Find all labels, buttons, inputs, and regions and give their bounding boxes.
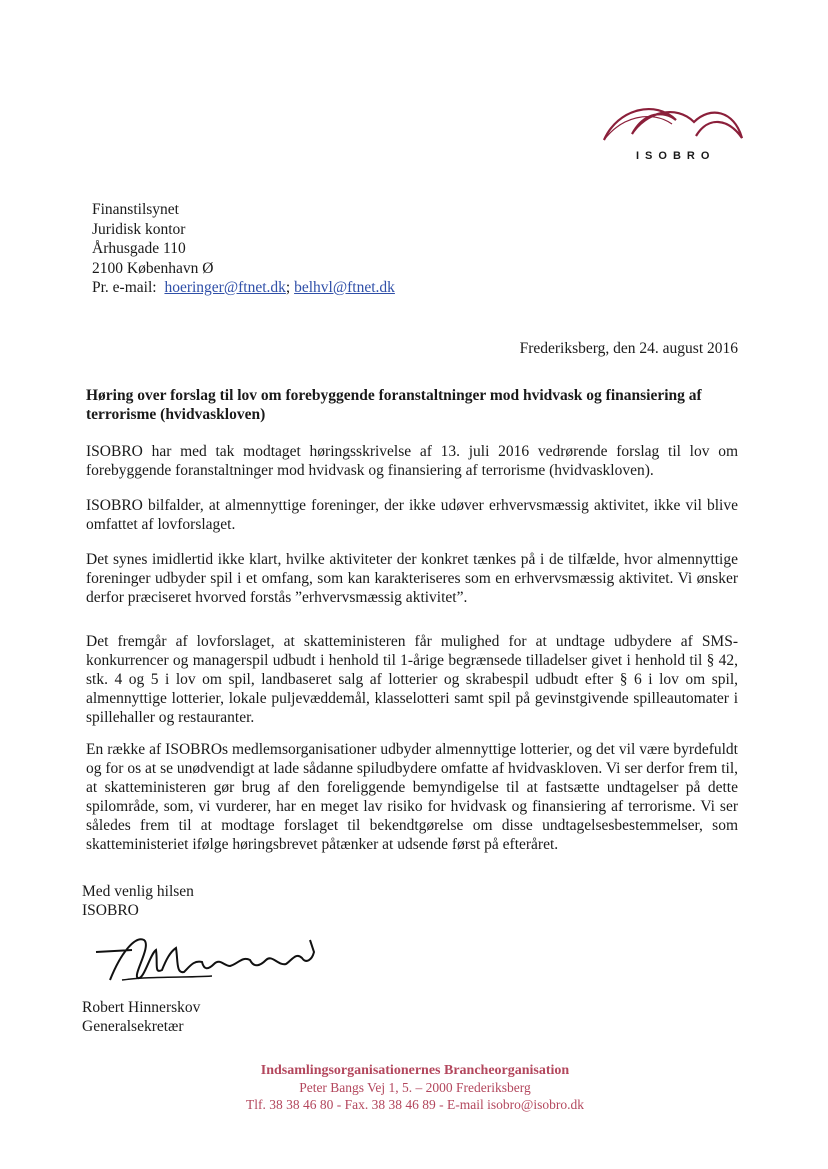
email-separator: ; bbox=[285, 279, 291, 296]
email-label: Pr. e-mail: bbox=[92, 279, 157, 296]
body-paragraph: Det fremgår af lovforslaget, at skatteministeren får mulighed for at undtage udbydere af SMS-konkurrencer og managerspil udbudt i henhold til 1-årige begrænsede tilladelser givet i henhold til § 42, stk. 4 og 5 i lov om spil, landbaseret salg af lotterier og skrabespil udbudt efter § 6 i lov om spil, almennyttige lotterier, lokale puljevæddemål, klasselotteri samt spil på gevinstgivende spilleautomater i spillehaller og restauranter. bbox=[86, 633, 738, 726]
footer-contact: Tlf. 38 38 46 80 - Fax. 38 38 46 89 - E-mail isobro@isobro.dk bbox=[246, 1097, 584, 1112]
email-link-belhvl[interactable]: belhvl@ftnet.dk bbox=[294, 279, 395, 296]
letter-subject: Høring over forslag til lov om forebyggende foranstaltninger mod hvidvask og finansiering af terrorisme (hvidvaskloven) bbox=[86, 387, 702, 423]
body-paragraph: ISOBRO bilfalder, at almennyttige foreninger, der ikke udøver erhvervsmæssig aktivitet, ikke vil blive omfattet af lovforslaget. bbox=[86, 497, 738, 533]
recipient-address bbox=[92, 200, 512, 298]
body-paragraph: ISOBRO har med tak modtaget høringsskrivelse af 13. juli 2016 vedrørende forslag til lov om forebyggende foranstaltninger mod hvidvask og finansiering af terrorisme (hvidvaskloven). bbox=[86, 443, 738, 479]
body-paragraph: En række af ISOBROs medlemsorganisationer udbyder almennyttige lotterier, og det vil være byrdefuldt og for os at se unødvendigt at lade sådanne spiludbydere omfatte af hvidvaskloven. Vi ser derfor frem til, at skatteministeren gør brug af den foreliggende bemyndigelse til at fastsætte undtagelser på dette spilområde, som, vi vurderer, har en meget lav risiko for hvidvask og finansiering af terrorisme. Vi ser således frem til at modtage forslaget til bekendtgørelse om disse undtagelsesbestemmelser, som skatteministeriet ifølge høringsbrevet påtænker at udsende først på efteråret. bbox=[86, 741, 738, 853]
closing-org: ISOBRO bbox=[82, 902, 139, 919]
email-link-hoeringer[interactable]: hoeringer@ftnet.dk bbox=[164, 279, 286, 296]
recipient-line: Juridisk kontor bbox=[92, 220, 186, 238]
signer-block bbox=[82, 998, 382, 1036]
recipient-line: 2100 København Ø bbox=[92, 259, 214, 277]
signer-name: Robert Hinnerskov bbox=[82, 999, 201, 1016]
recipient-email-line bbox=[92, 278, 512, 298]
logo-arc-icon bbox=[598, 102, 748, 152]
body-paragraph: Det synes imidlertid ikke klart, hvilke aktiviteter der konkret tænkes på i de tilfælde, hvor almennyttige foreninger udbyder spil i et omfang, som kan karakteriseres som en erhvervsmæssig aktivitet. Vi ønsker derfor præciseret hvorved forstås ”erhvervsmæssig aktivitet”. bbox=[86, 551, 738, 606]
letter-date: Frederiksberg, den 24. august 2016 bbox=[519, 340, 738, 357]
handwritten-signature bbox=[92, 930, 332, 990]
isobro-logo bbox=[598, 102, 748, 166]
recipient-line: Århusgade 110 bbox=[92, 240, 186, 257]
footer-org: Indsamlingsorganisationernes Brancheorganisation bbox=[260, 1063, 570, 1078]
signer-title: Generalsekretær bbox=[82, 1018, 184, 1035]
closing bbox=[82, 882, 382, 920]
logo-text: ISOBRO bbox=[636, 150, 716, 162]
letter-footer bbox=[160, 1062, 670, 1113]
recipient-line: Finanstilsynet bbox=[92, 201, 179, 218]
closing-greeting: Med venlig hilsen bbox=[82, 883, 194, 900]
footer-address: Peter Bangs Vej 1, 5. – 2000 Frederiksberg bbox=[299, 1080, 531, 1095]
